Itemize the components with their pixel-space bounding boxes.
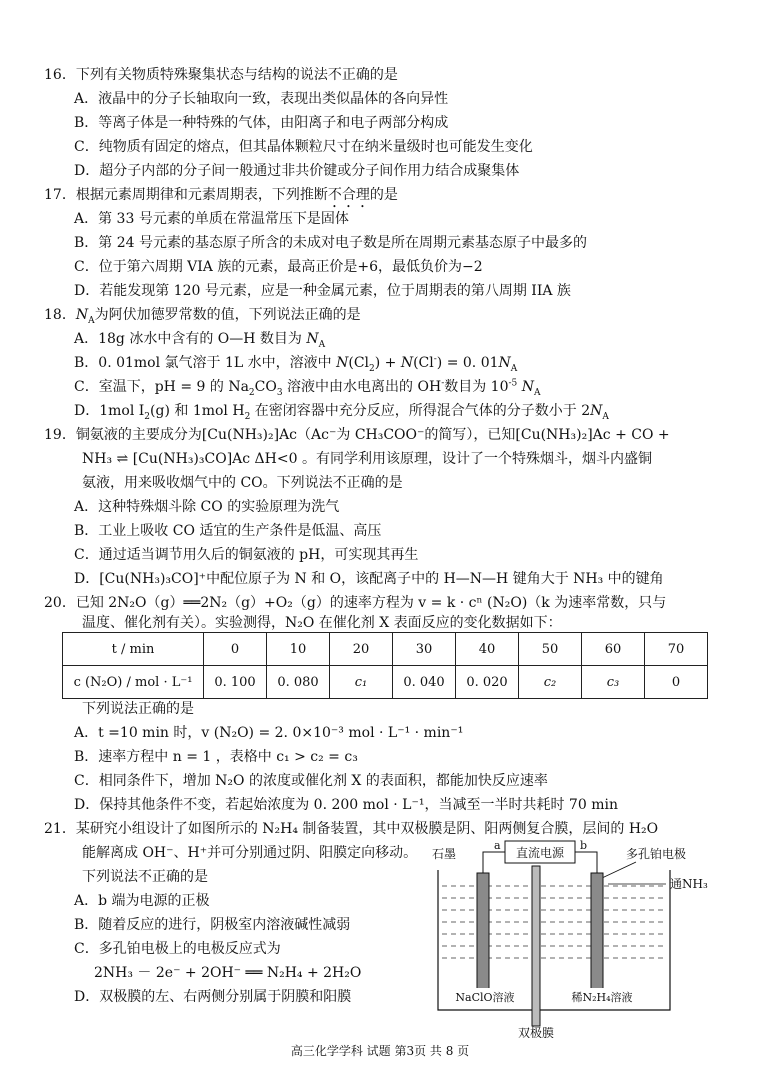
table-cell: 0. 020 [456,666,519,699]
q21-option-d: D．双极膜的左、右两侧分别属于阴膜和阳膜 [74,989,352,1005]
table-cell: 40 [456,633,519,666]
q21-stem-line3: 下列说法不正确的是 [82,869,208,885]
q19-stem-line1: 19．铜氨液的主要成分为[Cu(NH₃)₂]Ac（Ac⁻为 CH₃COO⁻的简写），已知[Cu(NH₃)₂]Ac + CO + [44,427,670,443]
q19-option-a: A．这种特殊烟斗除 CO 的实验原理为洗气 [74,499,340,515]
table-cell: 70 [645,633,708,666]
q20-option-a: A．t =10 min 时，v (N₂O) = 2. 0×10⁻³ mol · L⁻¹ · min⁻¹ [74,725,464,741]
q20-stem-line3: 下列说法正确的是 [82,701,194,717]
q17-option-a: A．第 33 号元素的单质在常温常压下是固体 [74,211,349,227]
bipolar-membrane-label: 双极膜 [517,1026,555,1038]
q16-option-a: A．液晶中的分子长轴取向一致，表现出类似晶体的各向异性 [74,91,449,107]
q21-option-c: C．多孔铂电极上的电极反应式为 [74,941,281,957]
table-cell: c₃ [582,666,645,699]
wire-left [483,852,505,873]
table-row [63,633,708,666]
table-cell: 50 [519,633,582,666]
electrolysis-apparatus-figure [430,838,730,1038]
q21-option-b: B．随着反应的进行，阴极室内溶液碱性减弱 [74,917,351,933]
naclo-solution-label: NaClO溶液 [455,991,515,1004]
table-cell: 60 [582,633,645,666]
terminal-a-label: a [494,839,501,852]
power-supply-label: 直流电源 [515,846,565,860]
table-cell: 0. 040 [393,666,456,699]
q18-stem: 18．$N_A$为阿伏加德罗常数的值，下列说法正确的是 [44,307,361,326]
q18-option-b: B．0. 01mol 氯气溶于 1L 水中，溶液中 $N(Cl_2) + N(Cl^-) = 0$. $01N_A$ [74,354,518,374]
q17-emphasis: 不合理 [327,187,370,203]
q18-option-d: D．1mol $I_2(g)$ 和 1mol $H_2$ 在密闭容器中充分反应，所得混合气体的分子数小于 $2N_A$ [74,403,609,422]
graphite-electrode [477,873,489,990]
table-cell: 0. 100 [204,666,267,699]
graphite-label: 石墨 [432,847,457,861]
q16-option-b: B．等离子体是一种特殊的气体，由阳离子和电子两部分构成 [74,115,449,131]
bipolar-membrane [532,866,540,1026]
table-cell: 20 [330,633,393,666]
q17-option-b: B．第 24 号元素的基态原子所含的未成对电子数是所在周期元素基态原子中最多的 [74,235,588,251]
table-cell: c₁ [330,666,393,699]
table-header-time: t / min [63,633,204,666]
q21-stem-line2: 能解离成 OH⁻、H⁺并可分别通过阴、阳膜定向移动。 [82,845,418,861]
q19-option-b: B．工业上吸收 CO 适宜的生产条件是低温、高压 [74,523,382,539]
q17-stem: 17．根据元素周期律和元素周期表，下列推断不合理的是 [44,187,398,203]
q20-stem-line1: 20．已知 2N₂O（g）══2N₂（g）+O₂（g）的速率方程为 v = k · cⁿ (N₂O)（k 为速率常数，只与 [44,595,667,611]
table-cell: 10 [267,633,330,666]
pt-leader-line [602,862,636,878]
wire-right [575,852,597,873]
nh3-inlet-label: 通NH₃ [670,877,708,891]
q21-stem-line1: 21．某研究小组设计了如图所示的 N₂H₄ 制备装置，其中双极膜是阴、阳两侧复合膜，层间的 H₂O [44,821,659,837]
q19-stem-line3: 氨液，用来吸收烟气中的 CO。下列说法不正确的是 [82,475,403,491]
q18-option-c: C．室温下，pH = 9 的 $Na_2CO_3$ 溶液中由水电离出的 OH-数目为 $10^{-5}$ $N_A$ [74,378,541,398]
q18-option-a: A．18g 冰水中含有的 O—H 数目为 $N_A$ [74,331,326,350]
q20-option-c: C．相同条件下，增加 N₂O 的浓度或催化剂 X 的表面积，都能加快反应速率 [74,773,548,789]
q17-option-d: D．若能发现第 120 号元素，应是一种金属元素，位于周期表的第八周期 IIA 族 [74,283,571,299]
terminal-b-label: b [580,839,588,852]
q16-option-d: D．超分子内部的分子间一般通过非共价键或分子间作用力结合成聚集体 [74,163,520,179]
q20-stem-line2: 温度、催化剂有关）。实验测得，N₂O 在催化剂 X 表面反应的变化数据如下： [82,615,562,631]
q17-option-c: C．位于第六周期 VIA 族的元素，最高正价是+6，最低负价为−2 [74,259,483,275]
q21-option-a: A．b 端为电源的正极 [74,893,210,909]
q20-option-d: D．保持其他条件不变，若起始浓度为 0. 200 mol · L⁻¹，当减至一半时共耗时 70 min [74,797,618,813]
solution-lines [442,886,666,958]
table-header-conc: c (N₂O) / mol · L⁻¹ [63,666,204,699]
table-cell: 0. 080 [267,666,330,699]
table-cell: 0 [204,633,267,666]
porous-pt-electrode [591,873,603,990]
q19-option-d: D．[Cu(NH₃)₃CO]⁺中配位原子为 N 和 O，该配离子中的 H—N—H 键角大于 NH₃ 中的键角 [74,571,664,587]
q16-stem: 16．下列有关物质特殊聚集状态与结构的说法不正确的是 [44,67,398,83]
rate-data-table [62,632,708,699]
table-cell: c₂ [519,666,582,699]
table-row [63,666,708,699]
q21-equation: 2NH₃ － 2e⁻ + 2OH⁻ ══ N₂H₄ + 2H₂O [94,965,362,981]
page-footer: 高三化学学科 试题 第3页 共 8 页 [290,1044,470,1058]
table-cell: 30 [393,633,456,666]
q19-option-c: C．通过适当调节用久后的铜氨液的 pH，可实现其再生 [74,547,419,563]
table-cell: 0 [645,666,708,699]
n2h4-solution-label: 稀N₂H₄溶液 [571,991,633,1004]
porous-pt-label: 多孔铂电极 [626,847,687,861]
q19-stem-line2: NH₃ ⇌ [Cu(NH₃)₃CO]Ac ΔH<0 。有同学利用该原理，设计了一个特殊烟斗，烟斗内盛铜 [82,451,652,467]
q16-option-c: C．纯物质有固定的熔点，但其晶体颗粒尺寸在纳米量级时也可能发生变化 [74,139,533,155]
q20-option-b: B．速率方程中 n = 1 ，表格中 c₁ > c₂ = c₃ [74,749,358,765]
